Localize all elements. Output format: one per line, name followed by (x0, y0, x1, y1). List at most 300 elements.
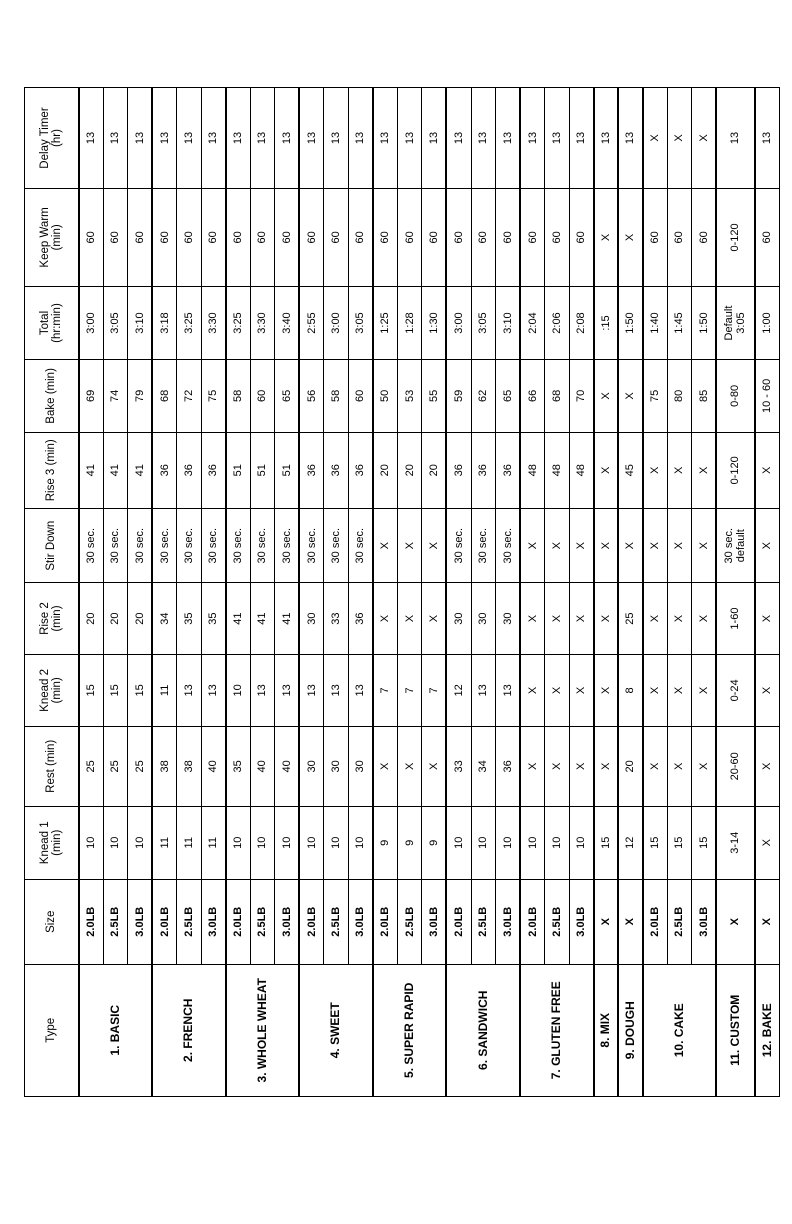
knead2-cell: 8 (618, 654, 643, 726)
rise3-cell: 51 (250, 432, 275, 508)
bake-cell: 85 (692, 360, 717, 432)
size-cell: 2.0LB (446, 879, 471, 964)
knead1-cell: 15 (643, 806, 668, 879)
total-cell: 1:40 (643, 286, 668, 359)
delay-timer-cell: 13 (324, 88, 349, 189)
rise2-cell: X (373, 583, 398, 654)
program-type-cell: 9. DOUGH (618, 964, 643, 1096)
size-cell: X (618, 879, 643, 964)
keep-warm-cell: 0-120 (716, 189, 754, 287)
knead1-cell: 9 (397, 806, 422, 879)
knead2-cell: 13 (275, 654, 300, 726)
size-cell: 2.5LB (471, 879, 496, 964)
total-cell: 2:55 (299, 286, 324, 359)
knead1-cell: X (755, 806, 780, 879)
rest-cell: 34 (471, 727, 496, 806)
knead1-cell: 10 (471, 806, 496, 879)
total-cell: Default 3:05 (716, 286, 754, 359)
knead2-cell: 13 (324, 654, 349, 726)
header-row (25, 88, 79, 1097)
bake-cell: 66 (520, 360, 545, 432)
rise3-cell: X (667, 432, 692, 508)
knead1-cell: 10 (103, 806, 128, 879)
rise2-cell: 20 (128, 583, 153, 654)
total-cell: :15 (594, 286, 619, 359)
keep-warm-cell: 60 (128, 189, 153, 287)
bake-cell: 70 (569, 360, 594, 432)
bake-cell: 53 (397, 360, 422, 432)
table-row (373, 88, 398, 1097)
stir-down-cell: X (692, 509, 717, 583)
stir-down-cell: 30 sec. (128, 509, 153, 583)
rise2-cell: X (755, 583, 780, 654)
table-row (348, 88, 373, 1097)
keep-warm-cell: 60 (667, 189, 692, 287)
knead1-cell: 10 (250, 806, 275, 879)
keep-warm-cell: 60 (79, 189, 104, 287)
keep-warm-cell: X (594, 189, 619, 287)
stir-down-cell: X (594, 509, 619, 583)
knead2-cell: X (667, 654, 692, 726)
size-cell: 3.0LB (569, 879, 594, 964)
rise2-cell: X (692, 583, 717, 654)
rise2-cell: 20 (103, 583, 128, 654)
bake-cell: 56 (299, 360, 324, 432)
knead2-cell: 0-24 (716, 654, 754, 726)
rise3-cell: 36 (348, 432, 373, 508)
keep-warm-cell: 60 (643, 189, 668, 287)
knead1-cell: 15 (594, 806, 619, 879)
table-row (275, 88, 300, 1097)
program-type-cell: 6. SANDWICH (446, 964, 520, 1096)
delay-timer-cell: 13 (422, 88, 447, 189)
stir-down-cell: X (520, 509, 545, 583)
size-cell: 2.0LB (79, 879, 104, 964)
rise2-cell: 33 (324, 583, 349, 654)
rise3-cell: 36 (152, 432, 177, 508)
knead2-cell: 7 (422, 654, 447, 726)
rise3-cell: X (755, 432, 780, 508)
rise2-cell: 30 (471, 583, 496, 654)
keep-warm-cell: 60 (324, 189, 349, 287)
knead2-cell: 12 (446, 654, 471, 726)
size-cell: 3.0LB (422, 879, 447, 964)
keep-warm-cell: 60 (373, 189, 398, 287)
keep-warm-cell: 60 (755, 189, 780, 287)
total-cell: 3:30 (201, 286, 226, 359)
total-cell: 2:06 (545, 286, 570, 359)
keep-warm-cell: 60 (201, 189, 226, 287)
table-row (128, 88, 153, 1097)
table-row (250, 88, 275, 1097)
delay-timer-cell: X (667, 88, 692, 189)
size-cell: 3.0LB (496, 879, 521, 964)
rise3-cell: 36 (177, 432, 202, 508)
rest-cell: 38 (177, 727, 202, 806)
bake-cell: 68 (545, 360, 570, 432)
table-row (152, 88, 177, 1097)
knead2-cell: X (520, 654, 545, 726)
rise2-cell: X (594, 583, 619, 654)
rise2-cell: 41 (226, 583, 251, 654)
header-delay-timer: Delay Timer (hr) (25, 88, 79, 189)
program-type-cell: 4. SWEET (299, 964, 373, 1096)
knead1-cell: 10 (324, 806, 349, 879)
keep-warm-cell: 60 (152, 189, 177, 287)
table-row (471, 88, 496, 1097)
size-cell: 2.0LB (152, 879, 177, 964)
rise2-cell: X (397, 583, 422, 654)
program-type-cell: 10. CAKE (643, 964, 717, 1096)
table-row (446, 88, 471, 1097)
rise2-cell: 35 (201, 583, 226, 654)
bake-cell: 60 (348, 360, 373, 432)
rise2-cell: X (545, 583, 570, 654)
rise2-cell: X (643, 583, 668, 654)
bake-cell: 69 (79, 360, 104, 432)
header-size: Size (25, 879, 79, 964)
knead1-cell: 15 (692, 806, 717, 879)
rest-cell: X (667, 727, 692, 806)
knead1-cell: 10 (446, 806, 471, 879)
keep-warm-cell: 60 (496, 189, 521, 287)
table-row (692, 88, 717, 1097)
size-cell: 2.5LB (324, 879, 349, 964)
rise3-cell: 48 (569, 432, 594, 508)
rest-cell: X (643, 727, 668, 806)
delay-timer-cell: 13 (594, 88, 619, 189)
rotated-table-wrapper (24, 87, 780, 1097)
total-cell: 3:10 (496, 286, 521, 359)
rest-cell: 40 (275, 727, 300, 806)
bake-cell: 65 (496, 360, 521, 432)
bake-cell: 55 (422, 360, 447, 432)
knead1-cell: 9 (422, 806, 447, 879)
rest-cell: X (755, 727, 780, 806)
knead1-cell: 11 (152, 806, 177, 879)
table-row (520, 88, 545, 1097)
stir-down-cell: 30 sec. (471, 509, 496, 583)
total-cell: 3:05 (348, 286, 373, 359)
size-cell: 3.0LB (692, 879, 717, 964)
delay-timer-cell: 13 (446, 88, 471, 189)
keep-warm-cell: 60 (250, 189, 275, 287)
bake-cell: 58 (324, 360, 349, 432)
header-knead1: Knead 1 (min) (25, 806, 79, 879)
knead1-cell: 10 (520, 806, 545, 879)
stir-down-cell: X (545, 509, 570, 583)
total-cell: 1:28 (397, 286, 422, 359)
knead1-cell: 3-14 (716, 806, 754, 879)
knead2-cell: 11 (152, 654, 177, 726)
bake-cell: 74 (103, 360, 128, 432)
delay-timer-cell: X (643, 88, 668, 189)
stir-down-cell: 30 sec. (348, 509, 373, 583)
keep-warm-cell: 60 (397, 189, 422, 287)
total-cell: 3:25 (226, 286, 251, 359)
table-row (569, 88, 594, 1097)
delay-timer-cell: 13 (545, 88, 570, 189)
knead1-cell: 11 (201, 806, 226, 879)
bake-cell: 0-80 (716, 360, 754, 432)
delay-timer-cell: 13 (716, 88, 754, 189)
knead1-cell: 10 (496, 806, 521, 879)
delay-timer-cell: 13 (471, 88, 496, 189)
knead1-cell: 12 (618, 806, 643, 879)
knead1-cell: 10 (348, 806, 373, 879)
header-keep-warm: Keep Warm (min) (25, 189, 79, 287)
size-cell: 3.0LB (348, 879, 373, 964)
rise3-cell: X (692, 432, 717, 508)
size-cell: 3.0LB (275, 879, 300, 964)
rise3-cell: 41 (79, 432, 104, 508)
knead1-cell: 11 (177, 806, 202, 879)
knead1-cell: 10 (545, 806, 570, 879)
table-row (545, 88, 570, 1097)
rest-cell: 36 (496, 727, 521, 806)
total-cell: 3:25 (177, 286, 202, 359)
bake-cell: X (594, 360, 619, 432)
rest-cell: 30 (324, 727, 349, 806)
stir-down-cell: 30 sec. (250, 509, 275, 583)
bake-cell: 75 (201, 360, 226, 432)
rise2-cell: X (569, 583, 594, 654)
bake-cell: 72 (177, 360, 202, 432)
knead2-cell: 13 (201, 654, 226, 726)
knead2-cell: X (692, 654, 717, 726)
table-row (716, 88, 754, 1097)
knead1-cell: 10 (569, 806, 594, 879)
knead1-cell: 15 (667, 806, 692, 879)
stir-down-cell: X (373, 509, 398, 583)
rise3-cell: 36 (496, 432, 521, 508)
header-stir-down: Stir Down (25, 509, 79, 583)
rest-cell: 25 (128, 727, 153, 806)
rest-cell: X (692, 727, 717, 806)
rest-cell: X (569, 727, 594, 806)
rest-cell: 30 (299, 727, 324, 806)
total-cell: 1:30 (422, 286, 447, 359)
knead2-cell: 15 (79, 654, 104, 726)
table-row (397, 88, 422, 1097)
delay-timer-cell: 13 (250, 88, 275, 189)
rise3-cell: 20 (373, 432, 398, 508)
bake-cell: 80 (667, 360, 692, 432)
knead1-cell: 10 (299, 806, 324, 879)
knead2-cell: X (643, 654, 668, 726)
total-cell: 1:45 (667, 286, 692, 359)
delay-timer-cell: 13 (569, 88, 594, 189)
delay-timer-cell: 13 (79, 88, 104, 189)
size-cell: 2.0LB (226, 879, 251, 964)
size-cell: X (755, 879, 780, 964)
knead2-cell: 13 (496, 654, 521, 726)
header-rest: Rest (min) (25, 727, 79, 806)
rise2-cell: X (520, 583, 545, 654)
delay-timer-cell: 13 (128, 88, 153, 189)
rest-cell: 20 (618, 727, 643, 806)
table-row (755, 88, 780, 1097)
rest-cell: X (397, 727, 422, 806)
rise2-cell: 30 (299, 583, 324, 654)
knead2-cell: 7 (397, 654, 422, 726)
stir-down-cell: 30 sec. (226, 509, 251, 583)
total-cell: 1:00 (755, 286, 780, 359)
size-cell: 2.5LB (177, 879, 202, 964)
table-row (667, 88, 692, 1097)
header-type: Type (25, 964, 79, 1096)
size-cell: 2.0LB (299, 879, 324, 964)
size-cell: 2.0LB (373, 879, 398, 964)
program-type-cell: 11. CUSTOM (716, 964, 754, 1096)
keep-warm-cell: 60 (299, 189, 324, 287)
keep-warm-cell: 60 (348, 189, 373, 287)
header-knead2: Knead 2 (min) (25, 654, 79, 726)
size-cell: 2.0LB (520, 879, 545, 964)
rest-cell: 40 (201, 727, 226, 806)
knead2-cell: 13 (250, 654, 275, 726)
rise2-cell: 1-60 (716, 583, 754, 654)
knead2-cell: X (755, 654, 780, 726)
keep-warm-cell: 60 (177, 189, 202, 287)
total-cell: 2:04 (520, 286, 545, 359)
delay-timer-cell: 13 (373, 88, 398, 189)
table-row (594, 88, 619, 1097)
size-cell: 2.5LB (667, 879, 692, 964)
rise3-cell: 36 (201, 432, 226, 508)
stir-down-cell: X (667, 509, 692, 583)
knead1-cell: 10 (128, 806, 153, 879)
knead2-cell: 13 (299, 654, 324, 726)
knead2-cell: 15 (103, 654, 128, 726)
knead1-cell: 10 (79, 806, 104, 879)
total-cell: 1:25 (373, 286, 398, 359)
keep-warm-cell: 60 (103, 189, 128, 287)
rise3-cell: 0-120 (716, 432, 754, 508)
knead2-cell: 10 (226, 654, 251, 726)
table-row (79, 88, 104, 1097)
total-cell: 3:05 (471, 286, 496, 359)
knead1-cell: 10 (275, 806, 300, 879)
rest-cell: X (545, 727, 570, 806)
rise2-cell: X (422, 583, 447, 654)
keep-warm-cell: 60 (446, 189, 471, 287)
total-cell: 3:40 (275, 286, 300, 359)
knead1-cell: 10 (226, 806, 251, 879)
stir-down-cell: 30 sec. (446, 509, 471, 583)
rise3-cell: 36 (446, 432, 471, 508)
keep-warm-cell: 60 (520, 189, 545, 287)
knead2-cell: 13 (177, 654, 202, 726)
program-type-cell: 2. FRENCH (152, 964, 226, 1096)
stir-down-cell: X (643, 509, 668, 583)
bake-cell: 68 (152, 360, 177, 432)
program-type-cell: 12. BAKE (755, 964, 780, 1096)
rise2-cell: 30 (446, 583, 471, 654)
table-row (643, 88, 668, 1097)
total-cell: 3:00 (324, 286, 349, 359)
table-row (177, 88, 202, 1097)
bake-cell: 65 (275, 360, 300, 432)
rise3-cell: 36 (299, 432, 324, 508)
table-row (422, 88, 447, 1097)
knead2-cell: 7 (373, 654, 398, 726)
size-cell: 2.5LB (397, 879, 422, 964)
stir-down-cell: X (397, 509, 422, 583)
size-cell: X (594, 879, 619, 964)
rise3-cell: 45 (618, 432, 643, 508)
keep-warm-cell: 60 (275, 189, 300, 287)
total-cell: 3:00 (446, 286, 471, 359)
knead2-cell: 13 (471, 654, 496, 726)
table-row (324, 88, 349, 1097)
rise3-cell: 48 (545, 432, 570, 508)
bake-cell: X (618, 360, 643, 432)
rise3-cell: 51 (226, 432, 251, 508)
stir-down-cell: 30 sec. (324, 509, 349, 583)
rise2-cell: X (667, 583, 692, 654)
delay-timer-cell: 13 (275, 88, 300, 189)
stir-down-cell: 30 sec. (201, 509, 226, 583)
rest-cell: X (594, 727, 619, 806)
bake-cell: 59 (446, 360, 471, 432)
delay-timer-cell: X (692, 88, 717, 189)
table-row (496, 88, 521, 1097)
header-total: Total (hr:min) (25, 286, 79, 359)
rise2-cell: 25 (618, 583, 643, 654)
rise2-cell: 36 (348, 583, 373, 654)
table-row (299, 88, 324, 1097)
rise3-cell: 51 (275, 432, 300, 508)
program-rows (79, 88, 780, 1097)
stir-down-cell: X (422, 509, 447, 583)
rise2-cell: 41 (250, 583, 275, 654)
total-cell: 3:00 (79, 286, 104, 359)
total-cell: 3:18 (152, 286, 177, 359)
delay-timer-cell: 13 (348, 88, 373, 189)
header-rise3: Rise 3 (min) (25, 432, 79, 508)
rise2-cell: 20 (79, 583, 104, 654)
keep-warm-cell: 60 (471, 189, 496, 287)
rise2-cell: 35 (177, 583, 202, 654)
total-cell: 3:30 (250, 286, 275, 359)
bake-cell: 58 (226, 360, 251, 432)
size-cell: X (716, 879, 754, 964)
table-row (201, 88, 226, 1097)
bake-cell: 79 (128, 360, 153, 432)
delay-timer-cell: 13 (103, 88, 128, 189)
rise3-cell: 20 (422, 432, 447, 508)
bake-cell: 10 - 60 (755, 360, 780, 432)
stir-down-cell: 30 sec. (299, 509, 324, 583)
stir-down-cell: 30 sec. (177, 509, 202, 583)
stir-down-cell: 30 sec. (496, 509, 521, 583)
table-row (103, 88, 128, 1097)
knead2-cell: 13 (348, 654, 373, 726)
keep-warm-cell: X (618, 189, 643, 287)
rise3-cell: X (643, 432, 668, 508)
rest-cell: 20-60 (716, 727, 754, 806)
rest-cell: 40 (250, 727, 275, 806)
delay-timer-cell: 13 (226, 88, 251, 189)
rest-cell: 25 (79, 727, 104, 806)
delay-timer-cell: 13 (618, 88, 643, 189)
program-type-cell: 7. GLUTEN FREE (520, 964, 594, 1096)
rise3-cell: 36 (324, 432, 349, 508)
keep-warm-cell: 60 (545, 189, 570, 287)
bake-cell: 50 (373, 360, 398, 432)
keep-warm-cell: 60 (422, 189, 447, 287)
